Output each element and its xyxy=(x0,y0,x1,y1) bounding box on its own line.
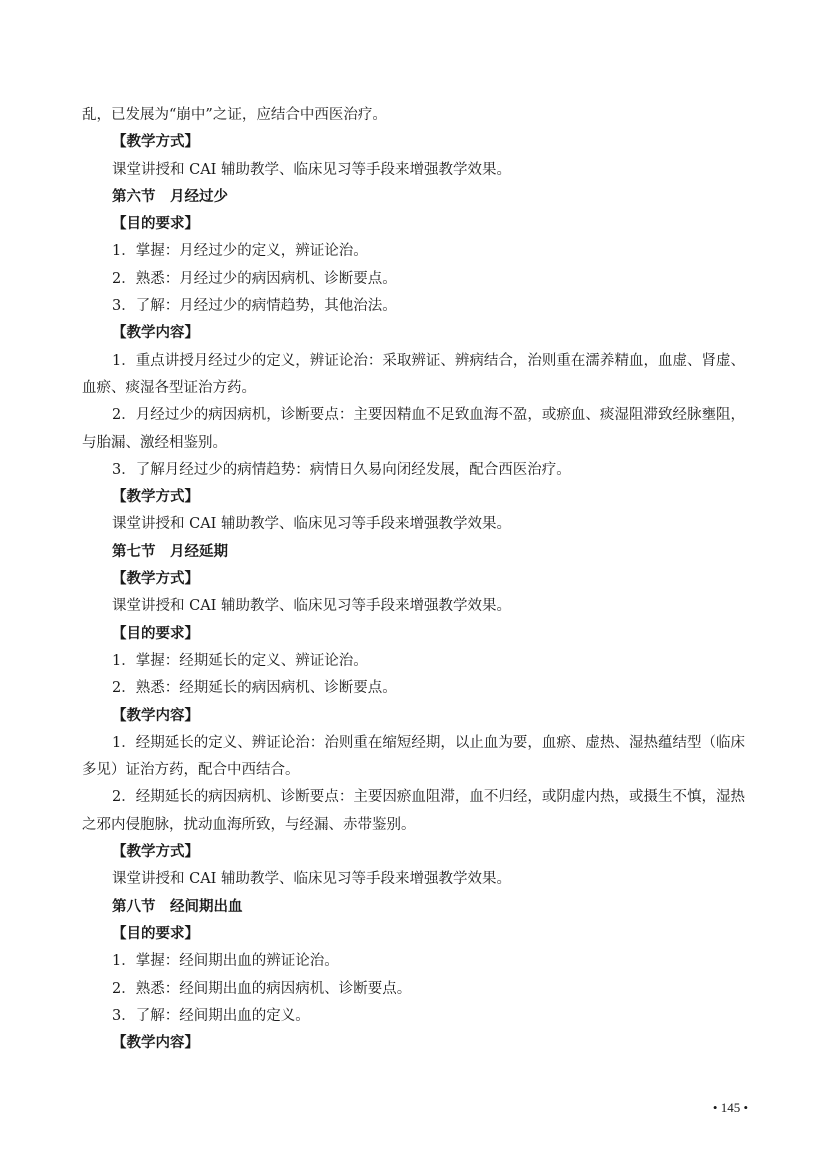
paragraph: 2．月经过少的病因病机，诊断要点：主要因精血不足致血海不盈，或瘀血、痰湿阻滞致经脉壅阻，与胎漏、激经相鉴别。 xyxy=(82,407,745,451)
paragraph: 2．经期延长的病因病机、诊断要点：主要因瘀血阻滞，血不归经，或阴虚内热，或摄生不慎，湿热之邪内侵胞脉，扰动血海所致，与经漏、赤带鉴别。 xyxy=(82,789,745,833)
text-line: 课堂讲授和 CAI 辅助教学、临床见习等手段来增强教学效果。 xyxy=(112,598,512,615)
section-heading: 【教学方式】 xyxy=(112,844,199,861)
text-line: 课堂讲授和 CAI 辅助教学、临床见习等手段来增强教学效果。 xyxy=(112,516,512,533)
section-heading: 【教学方式】 xyxy=(112,489,199,506)
section-title: 第六节 月经过少 xyxy=(112,188,228,205)
text-line: 3．了解：经间期出血的定义。 xyxy=(112,1007,310,1024)
text-line: 1．掌握：经间期出血的辨证论治。 xyxy=(112,953,339,970)
text-line: 2．熟悉：经期延长的病因病机、诊断要点。 xyxy=(112,680,397,697)
section-heading: 【教学内容】 xyxy=(112,1035,199,1052)
page-number: • 145 • xyxy=(712,1100,748,1115)
text-line: 1．掌握：经期延长的定义、辨证论治。 xyxy=(112,652,368,669)
section-heading: 【教学方式】 xyxy=(112,571,199,588)
text-line: 1．掌握：月经过少的定义，辨证论治。 xyxy=(112,243,368,260)
section-heading: 【目的要求】 xyxy=(112,216,199,233)
section-heading: 【教学内容】 xyxy=(112,707,199,724)
section-heading: 【目的要求】 xyxy=(112,625,199,642)
text-line: 课堂讲授和 CAI 辅助教学、临床见习等手段来增强教学效果。 xyxy=(112,871,512,888)
section-heading: 【目的要求】 xyxy=(112,925,199,942)
text-line: 2．熟悉：月经过少的病因病机、诊断要点。 xyxy=(112,270,397,287)
section-title: 第八节 经间期出血 xyxy=(112,898,243,915)
text-line: 乱，已发展为“崩中”之证，应结合中西医治疗。 xyxy=(82,107,387,123)
section-title: 第七节 月经延期 xyxy=(112,543,228,560)
text-line: 课堂讲授和 CAI 辅助教学、临床见习等手段来增强教学效果。 xyxy=(112,161,512,178)
page-body xyxy=(82,102,745,1057)
paragraph: 1．重点讲授月经过少的定义，辨证论治：采取辨证、辨病结合，治则重在濡养精血，血虚、肾虚、血瘀、痰湿各型证治方药。 xyxy=(82,352,745,396)
section-heading: 【教学方式】 xyxy=(112,134,199,151)
section-heading: 【教学内容】 xyxy=(112,325,199,342)
text-line: 3．了解：月经过少的病情趋势，其他治法。 xyxy=(112,298,397,315)
text-line: 2．熟悉：经间期出血的病因病机、诊断要点。 xyxy=(112,980,412,997)
paragraph: 1．经期延长的定义、辨证论治：治则重在缩短经期，以止血为要，血瘀、虚热、湿热蕴结型（临床多见）证治方药，配合中西结合。 xyxy=(82,734,745,779)
text-line: 3．了解月经过少的病情趋势：病情日久易向闭经发展，配合西医治疗。 xyxy=(112,461,571,478)
